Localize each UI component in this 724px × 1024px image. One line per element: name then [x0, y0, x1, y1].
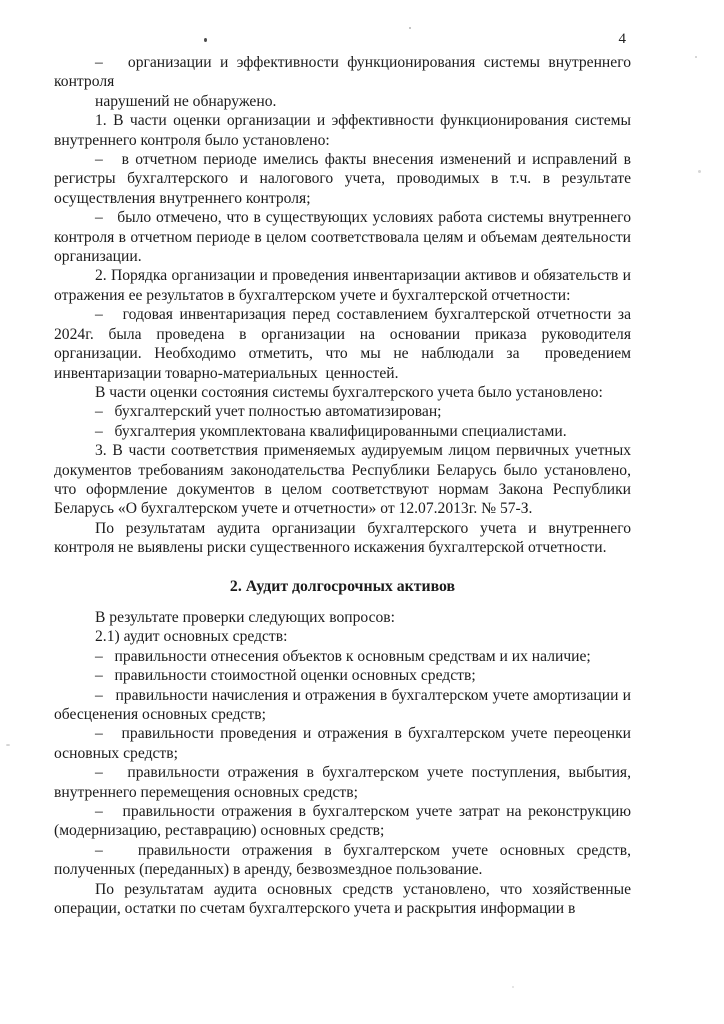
paragraph: – правильности проведения и отражения в бухгалтерском учете переоценки основных средств; — [54, 725, 631, 762]
paragraph: По результатам аудита организации бухгалтерского учета и внутреннего контроля не выявлены риски существенного искажения бухгалтерской отчетности. — [54, 519, 631, 557]
paragraph: В части оценки состояния системы бухгалтерского учета было установлено: — [95, 383, 603, 401]
scan-speck — [512, 986, 514, 988]
paragraph: – бухгалтерия укомплектована квалифицированными специалистами. — [95, 422, 567, 440]
paragraph: 2. Порядка организации и проведения инвентаризации активов и обязательств и отражения ее результатов в бухгалтерском учете и бухгалтерской отчетности: — [54, 267, 631, 304]
paragraph: – правильности стоимостной оценки основных средств; — [95, 667, 476, 685]
paragraph: – бухгалтерский учет полностью автоматизирован; — [95, 403, 442, 421]
page-number: 4 — [618, 31, 626, 47]
section-heading: 2. Аудит долгосрочных активов — [229, 577, 456, 595]
scan-speck — [204, 38, 207, 42]
paragraph: – правильности отражения в бухгалтерском учете основных средств, полученных (переданных) в аренду, безвозмездное пользование. — [54, 841, 631, 879]
paragraph: По результатам аудита основных средств установлено, что хозяйственные операции, остатки по счетам бухгалтерского учета и раскрытия информации в — [54, 880, 631, 918]
paragraph: 3. В части соответствия применяемых аудируемым лицом первичных учетных документов требованиям законодательства Республики Беларусь было установлено, что оформление документов в целом соответствуют нормам Закона Республики Беларусь «О бухгалтерском учете и отчетности» от 12.07.2013г. № 57-З. — [54, 442, 631, 518]
paragraph: нарушений не обнаружено. — [95, 92, 277, 110]
scan-speck — [695, 56, 697, 58]
scan-speck — [409, 27, 411, 29]
scan-speck — [698, 170, 701, 173]
document-body — [54, 53, 631, 918]
paragraph: – правильности отражения в бухгалтерском учете поступления, выбытия, внутреннего перемещения основных средств; — [54, 764, 631, 801]
paragraph: – было отмечено, что в существующих условиях работа системы внутреннего контроля в отчетном периоде в целом соответствовала целям и объемам деятельности организации. — [54, 209, 631, 266]
paragraph: 2.1) аудит основных средств: — [95, 628, 288, 646]
paragraph: – в отчетном периоде имелись факты внесения изменений и исправлений в регистры бухгалтерского и налогового учета, проводимых в т.ч. в результате осуществления внутреннего контроля; — [54, 151, 631, 207]
paragraph: – правильности начисления и отражения в бухгалтерском учете амортизации и обесценения основных средств; — [54, 686, 631, 723]
scan-speck — [6, 744, 10, 746]
paragraph: – организации и эффективности функционирования системы внутреннего контроля — [54, 54, 631, 91]
paragraph: В результате проверки следующих вопросов: — [95, 608, 395, 626]
paragraph: 1. В части оценки организации и эффективности функционирования системы внутреннего контроля было установлено: — [54, 112, 631, 149]
paragraph: – правильности отнесения объектов к основным средствам и их наличие; — [95, 647, 591, 665]
paragraph: – годовая инвентаризация перед составлением бухгалтерской отчетности за 2024г. была проведена в организации на основании приказа руководителя организации. Необходимо отметить, что мы не наблюдали за проведением инвентаризации товарно-материальных ценностей. — [54, 306, 631, 382]
paragraph: – правильности отражения в бухгалтерском учете затрат на реконструкцию (модернизацию, реставрацию) основных средств; — [54, 803, 631, 840]
